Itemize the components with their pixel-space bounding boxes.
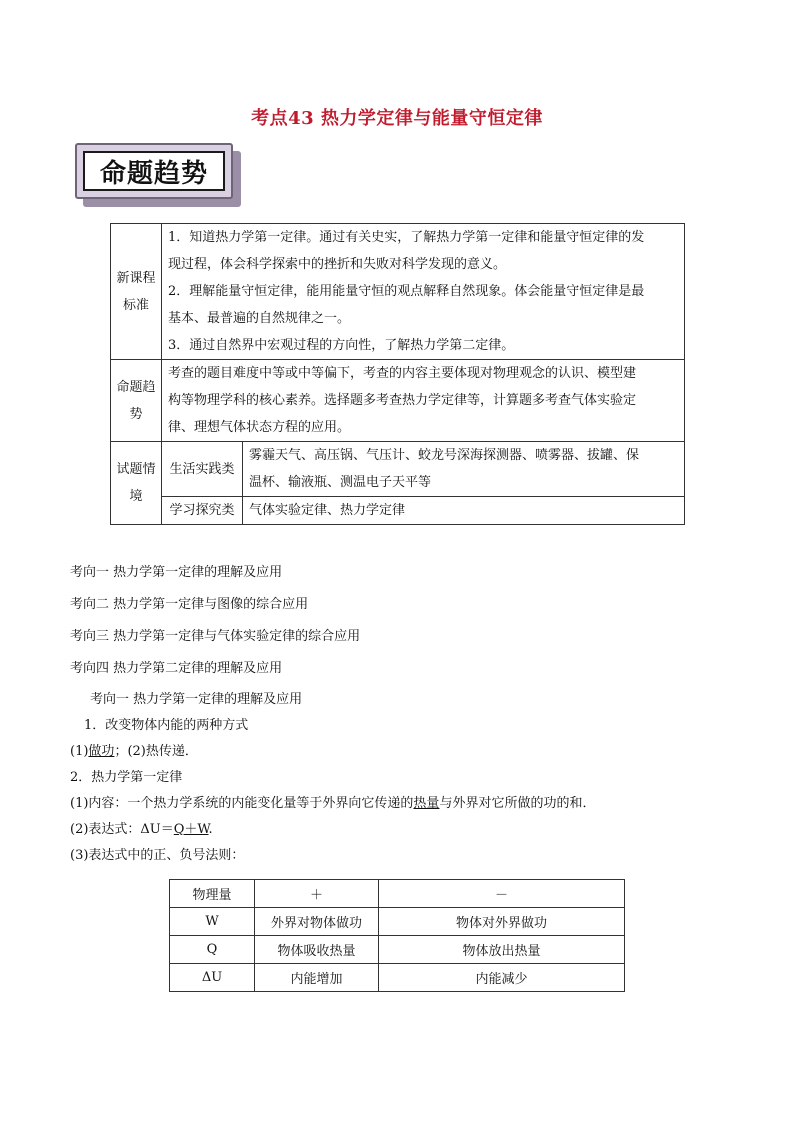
underlined-term: 做功 [88,744,115,759]
banner-text: 命题趋势 [99,158,208,189]
sub-label-life: 生活实践类 [162,442,243,497]
paragraph: 1．改变物体内能的两种方式 [84,718,249,733]
study-content: 气体实验定律、热力学定律 [243,497,685,525]
sub-label-study: 学习探究类 [162,497,243,525]
banner-inner [83,151,225,191]
list-item: 考向三 热力学第一定律与气体实验定律的综合应用 [70,629,361,644]
paragraph: (3)表达式中的正、负号法则： [70,848,245,863]
table-cell: 内能减少 [379,964,625,992]
table-row [170,964,625,992]
text-line: 基本、最普遍的自然规律之一。 [168,311,351,326]
paragraph: (2)表达式：ΔU＝Q＋W. [70,822,213,837]
table-row [111,497,685,525]
topic-list [70,563,360,691]
text-line: 构等物理学科的核心素养。选择题多考查热力学定律等，计算题多考查气体实验定 [168,393,637,408]
table-header-row [170,880,625,908]
section-banner [75,143,243,209]
text-line: 律、理想气体状态方程的应用。 [168,420,351,435]
paragraph: (1)做功；(2)热传递． [70,744,198,759]
paragraph: (1)内容：一个热力学系统的内能变化量等于外界向它传递的热量与外界对它所做的功的和． [70,796,596,811]
table-cell: ΔU [170,964,255,992]
table-row [170,908,625,936]
section-body [70,689,730,871]
page-title: 考点43 热力学定律与能量守恒定律 [251,108,543,129]
underlined-term: 热量 [413,796,440,811]
text-line: 温杯、输液瓶、测温电子天平等 [249,475,432,490]
list-item: 考向二 热力学第一定律与图像的综合应用 [70,597,309,612]
trend-table [110,223,685,525]
table-cell: 物体放出热量 [379,936,625,964]
underlined-term: Q＋W [173,822,209,837]
text-line: 考查的题目难度中等或中等偏下，考查的内容主要体现对物理观念的认识、模型建 [168,366,637,381]
table-cell: 物体吸收热量 [255,936,379,964]
row-label-context: 试题情境 [111,442,162,525]
table-row [111,224,685,360]
text-line: 现过程，体会科学探索中的挫折和失败对科学发现的意义。 [168,257,507,272]
paragraph: 2．热力学第一定律 [70,770,183,785]
column-header: ＋ [255,880,379,908]
table-cell: Q [170,936,255,964]
row-label-trend: 命题趋势 [111,360,162,442]
column-header: 物理量 [170,880,255,908]
section-heading: 考向一 热力学第一定律的理解及应用 [90,692,303,707]
column-header: － [379,880,625,908]
table-cell: 外界对物体做功 [255,908,379,936]
table-row [111,360,685,442]
table-row [111,442,685,497]
standard-content [162,224,685,360]
sign-rules-table [169,879,625,992]
text-line: 2．理解能量守恒定律，能用能量守恒的观点解释自然现象。体会能量守恒定律是最 [168,284,645,299]
table-cell: 内能增加 [255,964,379,992]
life-content [243,442,685,497]
banner-plate [75,143,233,199]
list-item: 考向四 热力学第二定律的理解及应用 [70,661,283,676]
table-cell: W [170,908,255,936]
table-cell: 物体对外界做功 [379,908,625,936]
text-line: 1．知道热力学第一定律。通过有关史实，了解热力学第一定律和能量守恒定律的发 [168,230,645,245]
text-line: 雾霾天气、高压锅、气压计、蛟龙号深海探测器、喷雾器、拔罐、保 [249,448,640,463]
table-row [170,936,625,964]
trend-content [162,360,685,442]
list-item: 考向一 热力学第一定律的理解及应用 [70,565,283,580]
row-label-standard: 新课程标准 [111,224,162,360]
text-line: 3．通过自然界中宏观过程的方向性，了解热力学第二定律。 [168,338,515,353]
